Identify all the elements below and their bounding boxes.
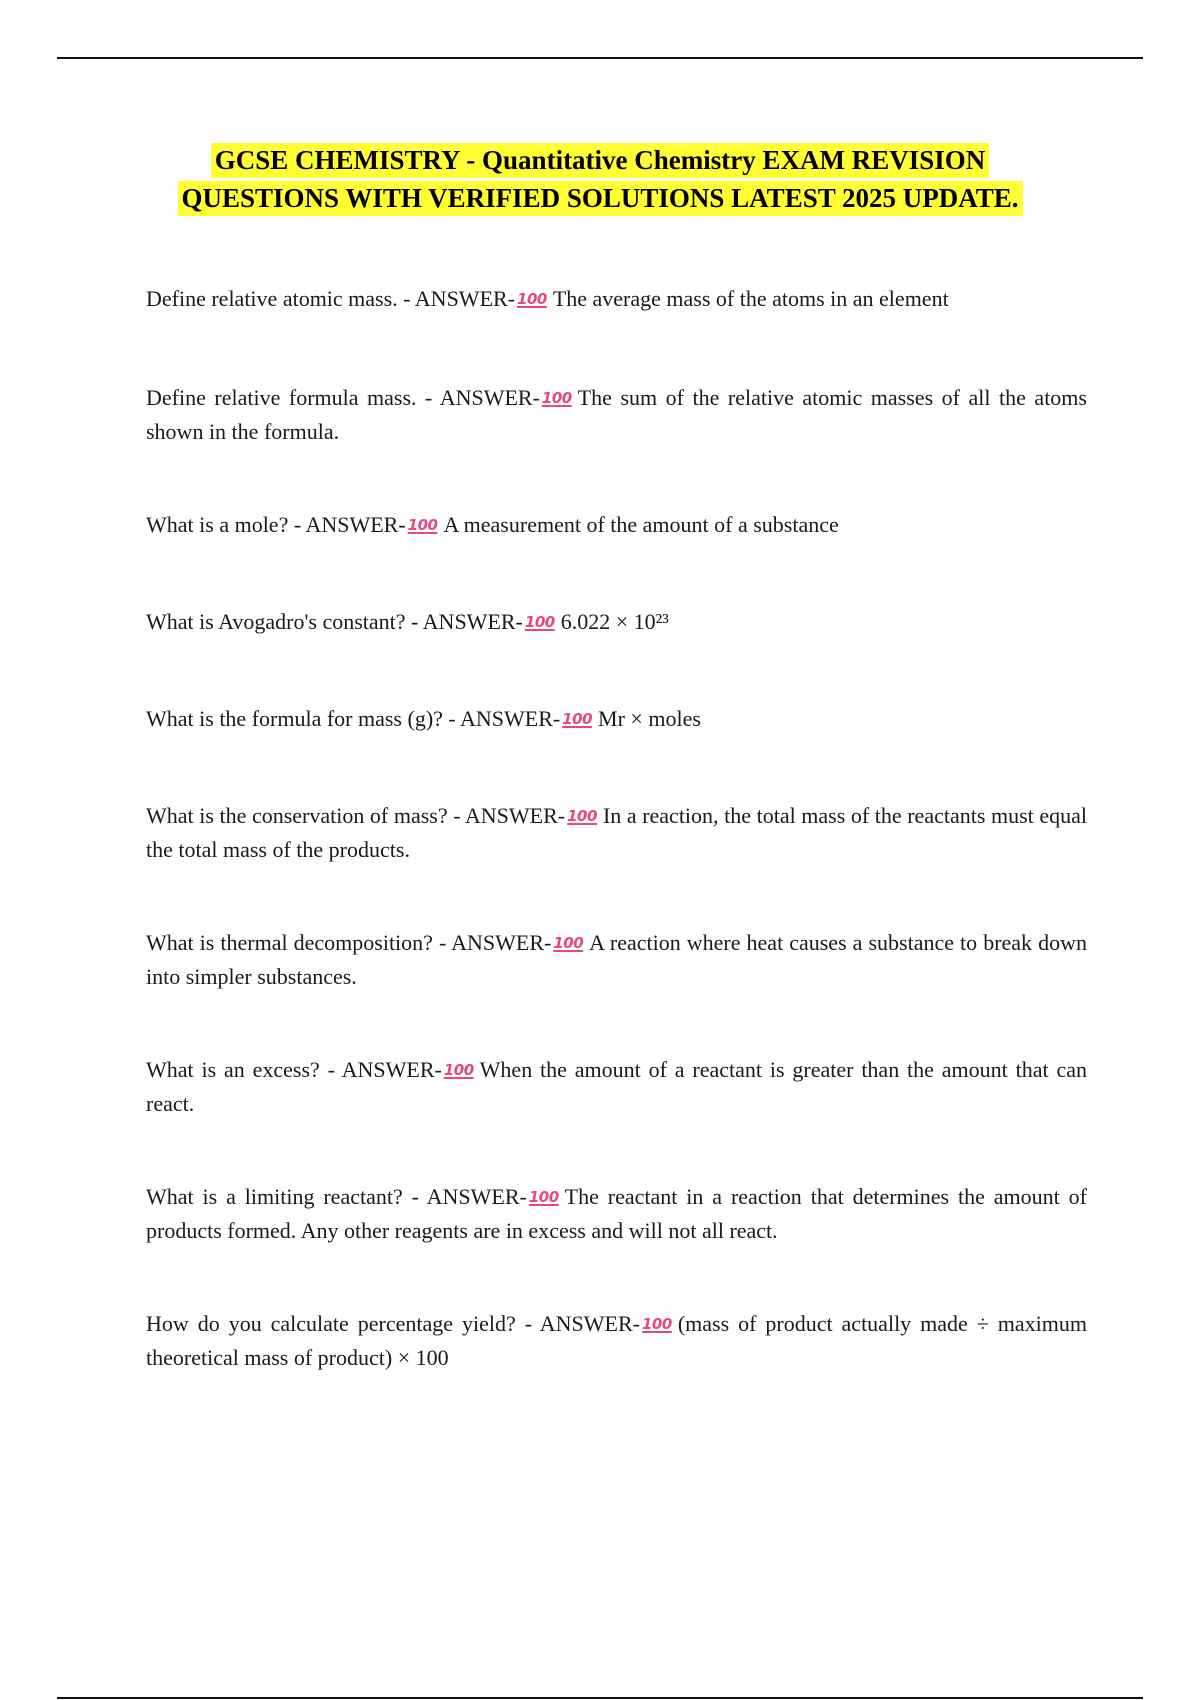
qa-item-2 xyxy=(146,382,1087,447)
qa-item-8 xyxy=(146,1054,1087,1119)
qa-item-7 xyxy=(146,927,1087,992)
answer-label: ANSWER- xyxy=(305,512,406,537)
answer-text: 6.022 × 10²³ xyxy=(560,609,669,634)
hundred-points-icon: 100 xyxy=(528,1188,559,1206)
title-line-2: QUESTIONS WITH VERIFIED SOLUTIONS LATEST 2025 UPDATE. xyxy=(178,181,1023,216)
qa-item-4 xyxy=(146,606,1087,640)
question-text: What is Avogadro's constant? - xyxy=(146,609,423,634)
hundred-points-icon: 100 xyxy=(407,516,438,534)
question-text: What is thermal decomposition? - xyxy=(146,930,452,955)
qa-item-6 xyxy=(146,800,1087,865)
hundred-points-icon: 100 xyxy=(517,290,547,308)
question-text: What is a mole? - xyxy=(146,512,306,537)
bottom-rule xyxy=(57,1697,1143,1699)
answer-text: When the amount of a reactant is greater than the amount that can react. xyxy=(146,1057,1087,1116)
qa-item-5 xyxy=(146,703,1087,737)
answer-text: Mr × moles xyxy=(598,706,701,731)
answer-text: (mass of product actually made ÷ maximum theoretical mass of product) × 100 xyxy=(146,1311,1087,1370)
answer-text: The average mass of the atoms in an element xyxy=(552,286,949,311)
question-text: What is an excess? - xyxy=(146,1057,342,1082)
hundred-points-icon: 100 xyxy=(524,613,555,631)
answer-label: ANSWER- xyxy=(439,385,540,410)
answer-label: ANSWER- xyxy=(460,706,561,731)
qa-item-9 xyxy=(146,1181,1087,1246)
answer-label: ANSWER- xyxy=(426,1184,527,1209)
answer-text: A reaction where heat causes a substance to break down into simpler substances. xyxy=(146,930,1087,989)
qa-item-3 xyxy=(146,509,1087,543)
question-text: What is the formula for mass (g)? - xyxy=(146,706,461,731)
answer-label: ANSWER- xyxy=(464,803,566,828)
question-text: What is a limiting reactant? - xyxy=(146,1184,427,1209)
answer-label: ANSWER- xyxy=(414,286,516,311)
answer-label: ANSWER- xyxy=(451,930,552,955)
hundred-points-icon: 100 xyxy=(567,807,597,825)
answer-label: ANSWER- xyxy=(422,609,523,634)
question-text: Define relative formula mass. - xyxy=(146,385,440,410)
hundred-points-icon: 100 xyxy=(553,934,584,952)
answer-text: The sum of the relative atomic masses of all the atoms shown in the formula. xyxy=(146,385,1087,444)
hundred-points-icon: 100 xyxy=(642,1315,672,1333)
question-text: Define relative atomic mass. - xyxy=(146,286,415,311)
answer-label: ANSWER- xyxy=(539,1311,640,1336)
qa-item-1 xyxy=(146,283,1087,317)
answer-text: In a reaction, the total mass of the reactants must equal the total mass of the products. xyxy=(146,803,1087,862)
title-line-1: GCSE CHEMISTRY - Quantitative Chemistry EXAM REVISION xyxy=(211,143,990,178)
qa-item-10 xyxy=(146,1308,1087,1373)
question-text: How do you calculate percentage yield? - xyxy=(146,1311,540,1336)
hundred-points-icon: 100 xyxy=(562,710,593,728)
answer-text: The reactant in a reaction that determines the amount of products formed. Any other reagents are in excess and will not all react. xyxy=(146,1184,1087,1243)
top-rule xyxy=(57,57,1143,59)
hundred-points-icon: 100 xyxy=(541,389,572,407)
question-text: What is the conservation of mass? - xyxy=(146,803,465,828)
hundred-points-icon: 100 xyxy=(443,1061,474,1079)
answer-label: ANSWER- xyxy=(341,1057,442,1082)
answer-text: A measurement of the amount of a substance xyxy=(443,512,839,537)
document-title xyxy=(100,143,1100,216)
